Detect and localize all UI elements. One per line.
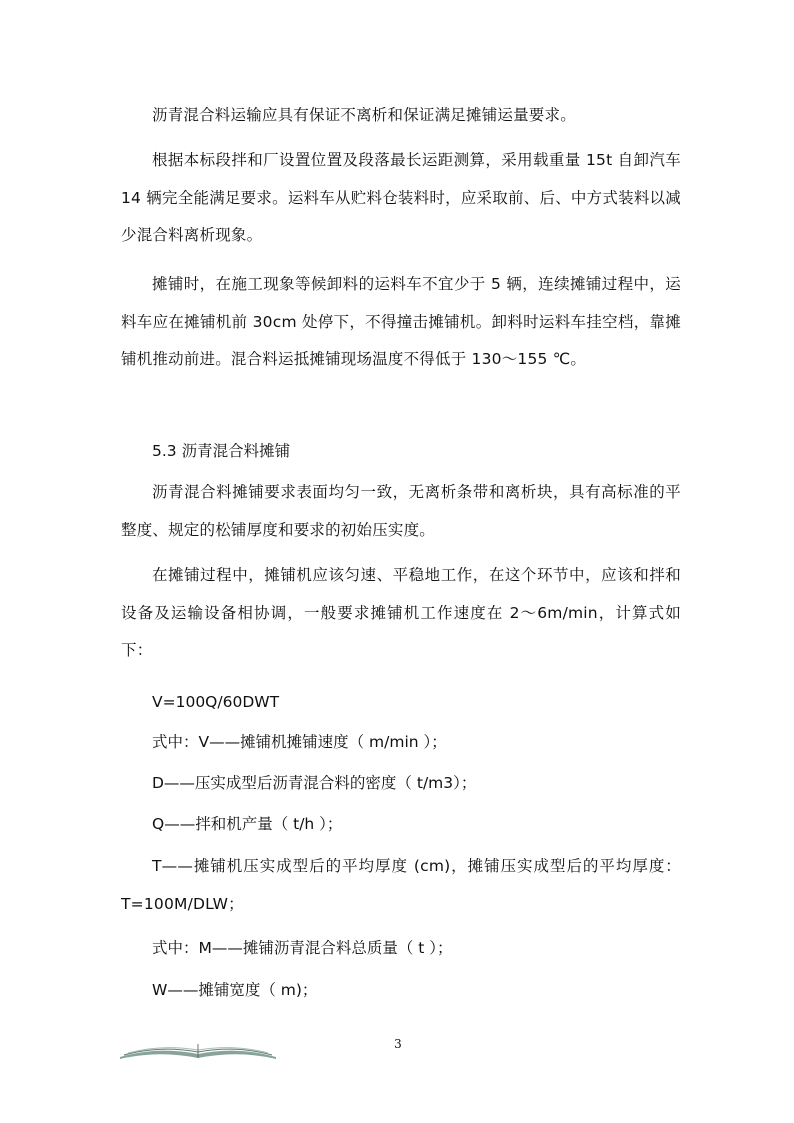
paragraph-paving-unloading: 摊铺时，在施工现象等候卸料的运料车不宜少于 5 辆，连续摊铺过程中，运料车应在摊铺机前 30cm 处停下，不得撞击摊铺机。卸料时运料车挂空档，靠摊铺机推动前进。混合料运抵摊铺现场温度不得低于 130～155 ℃。 [121,275,681,368]
paragraph-paving-speed: 在摊铺过程中，摊铺机应该匀速、平稳地工作，在这个环节中，应该和拌和设备及运输设备相协调，一般要求摊铺机工作速度在 2～6m/min，计算式如下： [121,566,681,659]
open-book-icon [118,1040,278,1060]
definition-v: 式中：V——摊铺机摊铺速度（ m/min ）； [152,733,447,751]
page-number: 3 [394,1037,402,1051]
definition-t: T——摊铺机压实成型后的平均厚度 (cm)，摊铺压实成型后的平均厚度： T=100M/DLW； [121,857,681,913]
definition-w: W——摊铺宽度（ m)； [152,981,318,999]
definition-q: Q——拌和机产量（ t/h ）； [152,815,343,833]
definition-m: 式中：M——摊铺沥青混合料总质量（ t ）； [152,939,453,957]
section-heading: 5.3 沥青混合料摊铺 [152,442,291,460]
paragraph-transport-requirement: 沥青混合料运输应具有保证不离析和保证满足摊铺运量要求。 [152,106,576,124]
formula-speed: V=100Q/60DWT [152,693,280,711]
definition-d: D——压实成型后沥青混合料的密度（ t/m3）； [152,774,477,792]
paragraph-paving-requirement: 沥青混合料摊铺要求表面均匀一致，无离析条带和离析块，具有高标准的平整度、规定的松铺厚度和要求的初始压实度。 [121,483,681,539]
paragraph-truck-calculation: 根据本标段拌和厂设置位置及段落最长运距测算，采用载重量 15t 自卸汽车 14 辆完全能满足要求。运料车从贮料仓装料时，应采取前、后、中方式装料以减少混合料离析现象。 [121,151,681,244]
